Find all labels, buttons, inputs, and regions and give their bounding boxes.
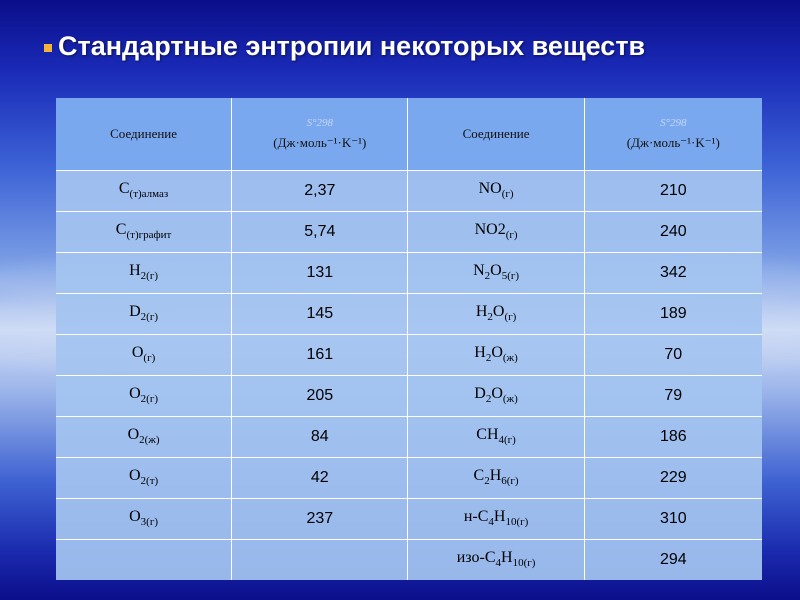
entropy-value-cell: 5,74: [232, 211, 408, 252]
entropy-value-cell: 131: [232, 252, 408, 293]
entropy-symbol: S°298: [660, 116, 687, 129]
formula-subscript: 2(г): [140, 311, 159, 324]
formula-subscript: (г): [505, 229, 518, 242]
entropy-value-cell: [232, 539, 408, 580]
compound-cell: [408, 211, 584, 252]
table-row: [56, 293, 762, 334]
formula-subscript: 10(г): [512, 557, 536, 570]
formula-text: CH: [476, 426, 499, 444]
entropy-symbol: S°298: [306, 116, 334, 129]
formula-subscript: (ж): [502, 393, 518, 406]
entropy-value-cell: 229: [584, 457, 762, 498]
entropy-value-cell: 342: [584, 252, 762, 293]
compound-cell: [408, 293, 584, 334]
entropy-value-cell: 294: [584, 539, 762, 580]
formula-subscript: (г): [504, 311, 517, 324]
compound-cell: [408, 457, 584, 498]
formula-text: N: [473, 262, 485, 280]
header-entropy-1: [232, 98, 408, 170]
compound-cell: [408, 539, 584, 580]
compound-cell: [408, 252, 584, 293]
table-row: [56, 334, 762, 375]
formula-text: H: [474, 344, 486, 362]
formula-text: D: [474, 385, 486, 403]
formula-subscript: 4: [495, 557, 501, 570]
formula-text: NO: [478, 180, 502, 198]
compound-cell: [56, 211, 232, 252]
compound-cell: [56, 416, 232, 457]
formula-text: O: [491, 385, 503, 403]
entropy-value-cell: 70: [584, 334, 762, 375]
entropy-value-cell: 2,37: [232, 170, 408, 211]
formula-subscript: (ж): [502, 352, 518, 365]
formula-text: O: [491, 344, 503, 362]
formula-text: изо-C: [456, 549, 496, 567]
entropy-value-cell: 205: [232, 375, 408, 416]
entropy-value-cell: 186: [584, 416, 762, 457]
entropy-table: [56, 98, 762, 580]
compound-cell: [408, 375, 584, 416]
entropy-value-cell: 189: [584, 293, 762, 334]
formula-subscript: 6(г): [501, 475, 519, 488]
formula-text: O: [129, 385, 141, 403]
formula-subscript: 4: [488, 516, 494, 529]
formula-subscript: 5(г): [501, 270, 520, 283]
formula-text: O: [492, 303, 505, 321]
compound-cell: [56, 457, 232, 498]
formula-subscript: 4(г): [498, 434, 516, 447]
formula-subscript: 2: [484, 270, 491, 283]
formula-text: O: [129, 508, 141, 526]
compound-cell: [408, 498, 584, 539]
formula-subscript: (г): [143, 352, 156, 365]
formula-text: D: [129, 303, 141, 321]
compound-cell: [56, 498, 232, 539]
formula-subscript: 10(г): [505, 516, 529, 529]
formula-subscript: 2(г): [140, 393, 159, 406]
formula-subscript: 2: [485, 352, 492, 365]
header-unit: (Дж·моль⁻¹·K⁻¹): [626, 134, 720, 150]
formula-text: H: [475, 303, 488, 321]
entropy-value-cell: 240: [584, 211, 762, 252]
formula-subscript: (г): [501, 188, 514, 201]
formula-text: O: [490, 262, 502, 280]
compound-cell: [56, 375, 232, 416]
compound-cell: [408, 334, 584, 375]
formula-text: H: [489, 467, 502, 485]
entropy-value-cell: 42: [232, 457, 408, 498]
compound-cell: [56, 334, 232, 375]
compound-cell: [408, 170, 584, 211]
header-label: Соединение: [462, 125, 530, 141]
compound-cell: [56, 252, 232, 293]
formula-text: NO2: [474, 221, 506, 239]
table-row: [56, 252, 762, 293]
formula-subscript: (т)графит: [126, 229, 172, 242]
formula-text: O: [127, 426, 140, 444]
entropy-value-cell: 161: [232, 334, 408, 375]
compound-cell: [56, 170, 232, 211]
entropy-value-cell: 210: [584, 170, 762, 211]
table-row: [56, 170, 762, 211]
header-compound-1: [56, 98, 232, 170]
formula-text: H: [501, 549, 513, 567]
formula-text: O: [128, 467, 141, 485]
bullet-icon: [44, 44, 52, 52]
table-row: [56, 375, 762, 416]
header-compound-2: [408, 98, 584, 170]
formula-subscript: (т)алмаз: [129, 188, 169, 201]
formula-text: C: [473, 467, 485, 485]
formula-subscript: 3(г): [140, 516, 159, 529]
formula-text: O: [131, 344, 144, 362]
formula-subscript: 2(г): [140, 270, 159, 283]
entropy-value-cell: 310: [584, 498, 762, 539]
table-row: [56, 539, 762, 580]
formula-subscript: 2(ж): [139, 434, 160, 447]
table-row: [56, 211, 762, 252]
formula-text: C: [115, 221, 127, 239]
entropy-value-cell: 84: [232, 416, 408, 457]
formula-text: H: [493, 508, 506, 526]
entropy-value-cell: 145: [232, 293, 408, 334]
entropy-value-cell: 79: [584, 375, 762, 416]
header-unit: (Дж·моль⁻¹·K⁻¹): [273, 134, 367, 150]
entropy-value-cell: 237: [232, 498, 408, 539]
header-label: Соединение: [110, 125, 178, 141]
formula-subscript: 2: [484, 475, 490, 488]
table-row: [56, 498, 762, 539]
header-entropy-2: [584, 98, 762, 170]
formula-subscript: 2(т): [140, 475, 159, 488]
compound-cell: [56, 293, 232, 334]
compound-cell: [408, 416, 584, 457]
formula-subscript: 2: [487, 311, 493, 324]
compound-cell: [56, 539, 232, 580]
table-row: [56, 416, 762, 457]
table-header-row: [56, 98, 762, 170]
table-row: [56, 457, 762, 498]
formula-subscript: 2: [485, 393, 492, 406]
formula-text: H: [129, 262, 141, 280]
title-bar: [44, 24, 784, 68]
page-title: Стандартные энтропии некоторых веществ: [58, 30, 646, 61]
formula-text: C: [118, 180, 130, 198]
formula-text: н-C: [463, 508, 489, 526]
